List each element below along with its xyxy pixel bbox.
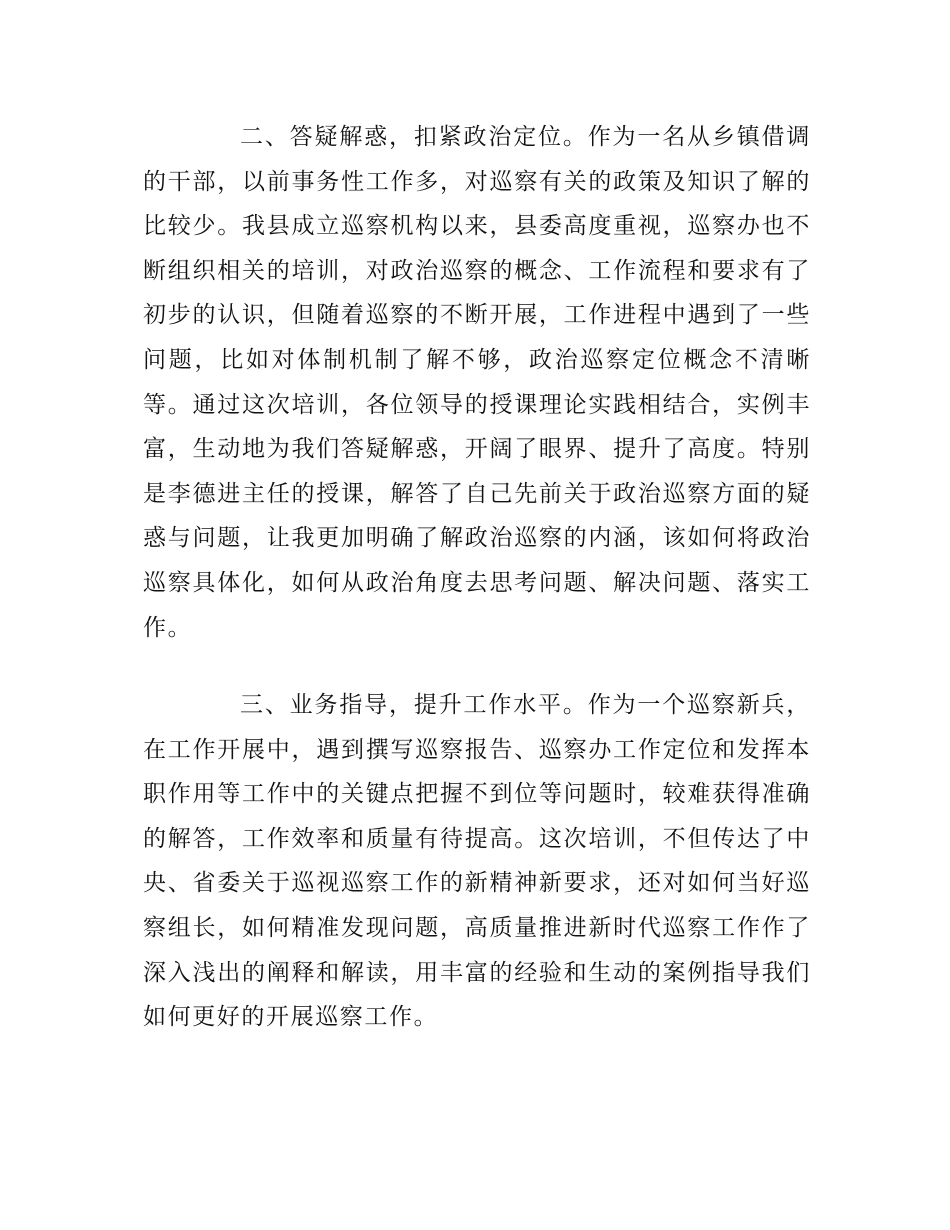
- paragraph-political-positioning: 二、答疑解惑，扣紧政治定位。作为一名从乡镇借调的干部，以前事务性工作多，对巡察有关的政策及知识了解的比较少。我县成立巡察机构以来，县委高度重视，巡察办也不断组织相关的培训，对政治巡察的概念、工作流程和要求有了初步的认识，但随着巡察的不断开展，工作进程中遇到了一些问题，比如对体制机制了解不够，政治巡察定位概念不清晰等。通过这次培训，各位领导的授课理论实践相结合，实例丰富，生动地为我们答疑解惑，开阔了眼界、提升了高度。特别是李德进主任的授课，解答了自己先前关于政治巡察方面的疑惑与问题，让我更加明确了解政治巡察的内涵，该如何将政治巡察具体化，如何从政治角度去思考问题、解决问题、落实工作。: [143, 124, 811, 641]
- paragraph-business-guidance: 三、业务指导，提升工作水平。作为一个巡察新兵，在工作开展中，遇到撰写巡察报告、巡察办工作定位和发挥本职作用等工作中的关键点把握不到位等问题时，较难获得准确的解答，工作效率和质量有待提高。这次培训，不但传达了中央、省委关于巡视巡察工作的新精神新要求，还对如何当好巡察组长，如何精准发现问题，高质量推进新时代巡察工作作了深入浅出的阐释和解读，用丰富的经验和生动的案例指导我们如何更好的开展巡察工作。: [143, 692, 811, 1031]
